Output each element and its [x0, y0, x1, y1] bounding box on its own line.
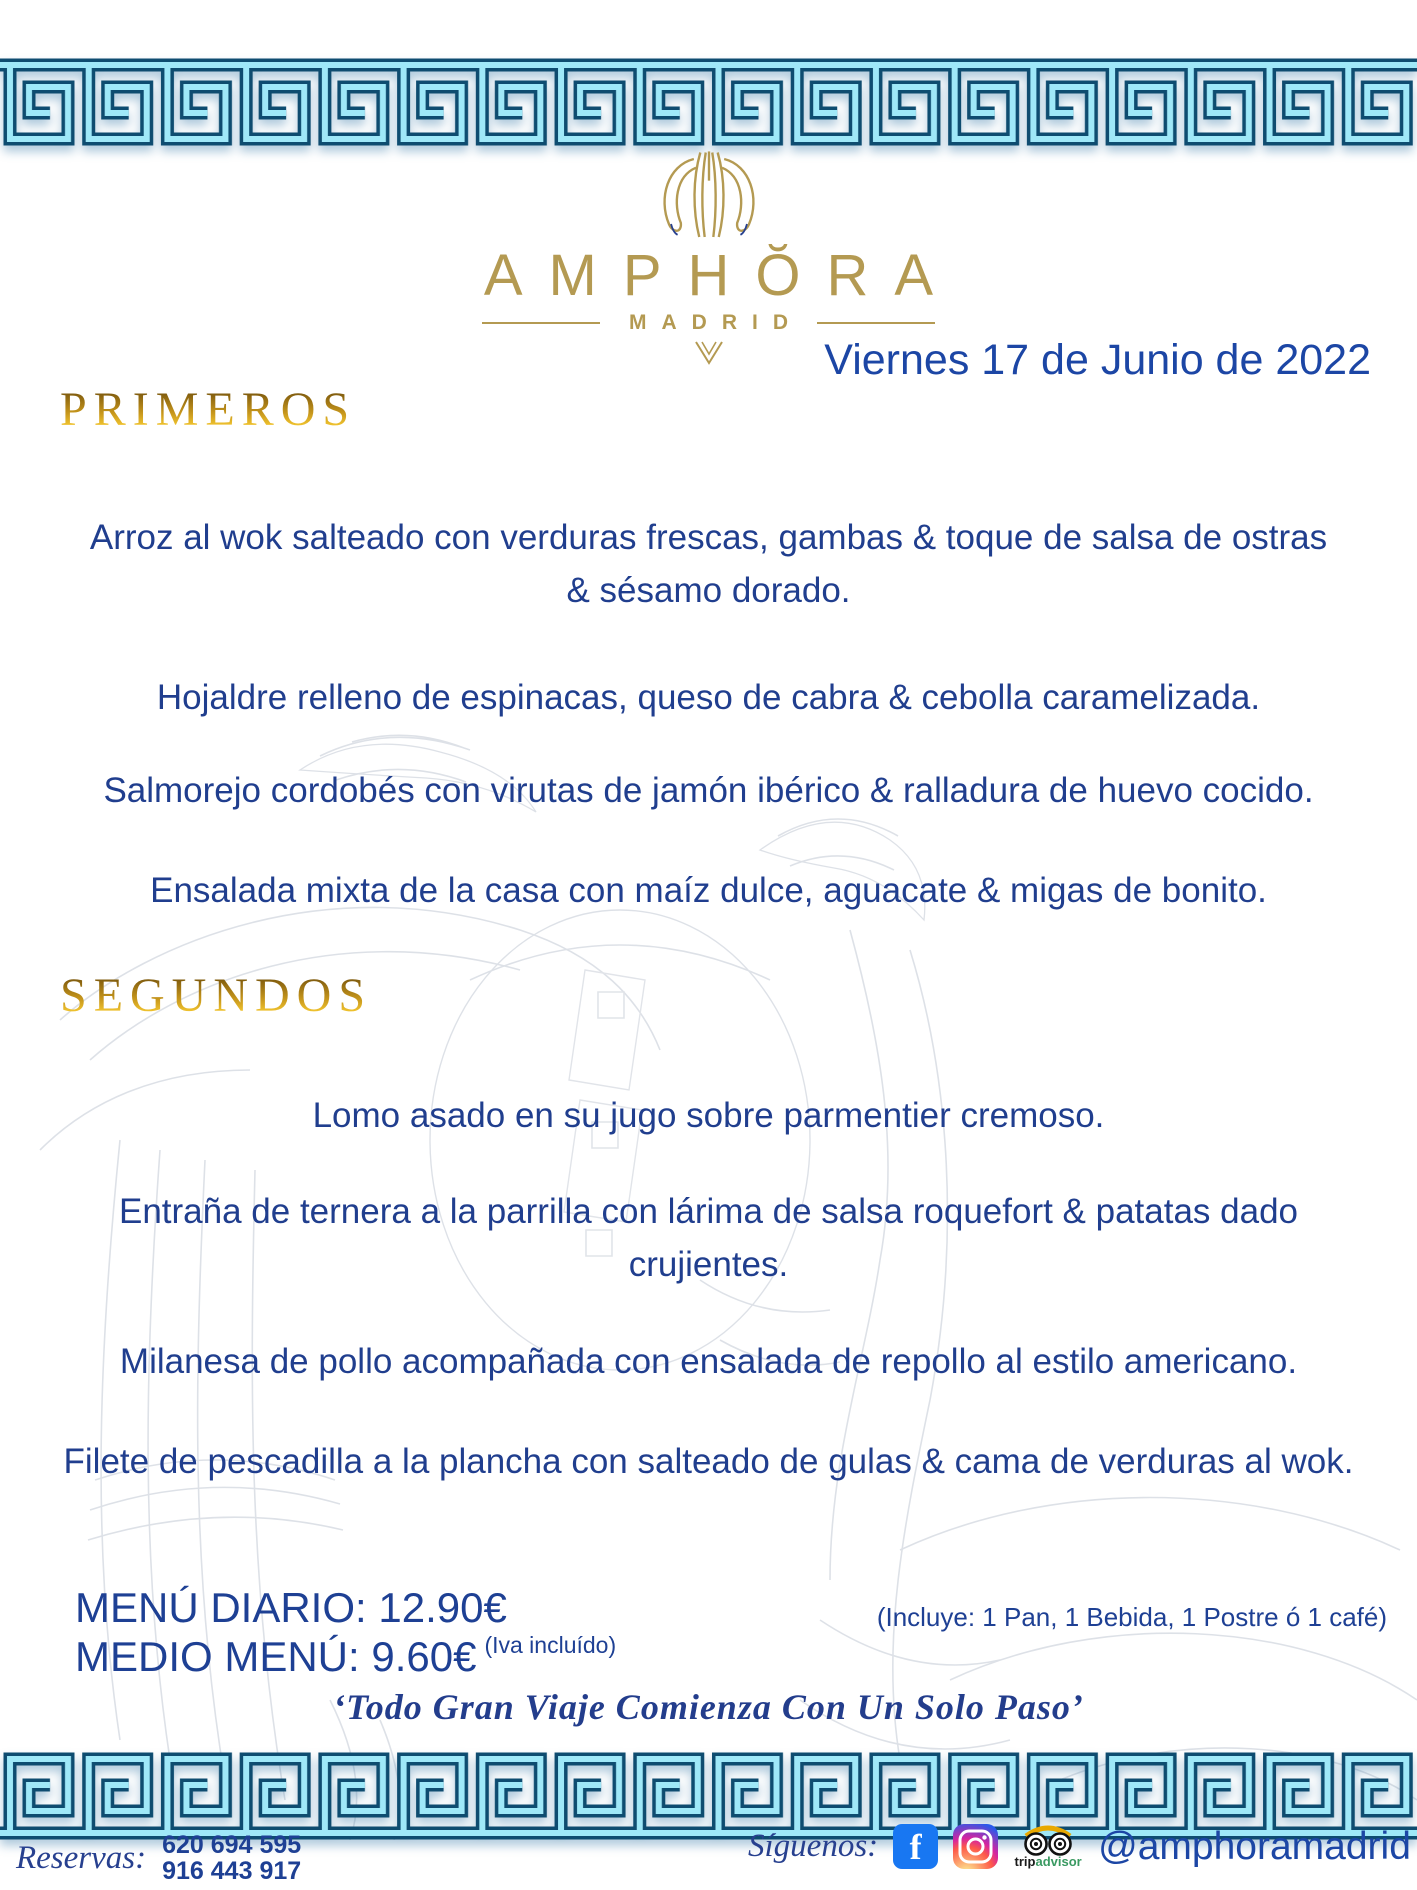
menu-item: Lomo asado en su jugo sobre parmentier cremoso.	[312, 1096, 1105, 1135]
facebook-icon[interactable]: f	[893, 1824, 938, 1869]
social-block	[748, 1824, 1411, 1869]
quote: ‘Todo Gran Viaje Comienza Con Un Solo Paso’	[333, 1687, 1084, 1727]
menu-date: Viernes 17 de Junio de 2022	[824, 336, 1371, 384]
price-medio-menu: MEDIO MENÚ: 9.60€	[75, 1633, 477, 1681]
phone-numbers	[162, 1832, 301, 1885]
menu-item: Salmorejo cordobés con virutas de jamón ibérico & ralladura de huevo cocido.	[103, 771, 1314, 810]
menu-item: Arroz al wok salteado con verduras frescas, gambas & toque de salsa de ostras & sésamo dorado.	[89, 518, 1328, 610]
phone-number: 916 443 917	[162, 1857, 302, 1886]
tripadvisor-wordmark: tripadvisor	[1014, 1854, 1082, 1869]
menu-item: Filete de pescadilla a la plancha con salteado de gulas & cama de verduras al wok.	[63, 1442, 1354, 1481]
siguenos-label: Síguenos:	[748, 1828, 879, 1864]
menu-item: Milanesa de pollo acompañada con ensalada de repollo al estilo americano.	[119, 1342, 1298, 1381]
pricing-block	[75, 1583, 616, 1681]
section-title-segundos: SEGUNDOS	[60, 969, 373, 1022]
menu-item: Hojaldre relleno de espinacas, queso de cabra & cebolla caramelizada.	[156, 678, 1261, 717]
brand-rule-left	[482, 322, 600, 324]
section-title-primeros: PRIMEROS	[60, 383, 357, 436]
price-menu-diario: MENÚ DIARIO: 12.90€	[75, 1584, 507, 1631]
reservations-block	[16, 1832, 301, 1885]
iva-note: (Iva incluído)	[484, 1632, 617, 1659]
phone-number: 620 694 595	[162, 1831, 302, 1859]
menu-item: Ensalada mixta de la casa con maíz dulce, aguacate & migas de bonito.	[150, 871, 1267, 910]
brand-name: AMPHŎRA	[483, 243, 960, 308]
price-medio-menu-line	[75, 1632, 616, 1681]
amphora-icon	[644, 148, 774, 248]
instagram-icon[interactable]	[953, 1824, 998, 1869]
reservas-label: Reservas:	[16, 1839, 147, 1876]
greek-key-border-top	[0, 56, 1417, 148]
brand-rule-right	[817, 322, 935, 324]
includes-note: (Incluye: 1 Pan, 1 Bebida, 1 Postre ó 1 café)	[876, 1602, 1387, 1632]
menu-item: Entraña de ternera a la parrilla con lárima de salsa roquefort & patatas dado crujientes.	[118, 1192, 1299, 1284]
brand-city: MADRID	[629, 311, 803, 334]
tripadvisor-icon[interactable]	[1013, 1825, 1083, 1868]
chevron-down-icon	[692, 339, 726, 367]
social-handle[interactable]: @amphoramadrid	[1098, 1824, 1411, 1868]
